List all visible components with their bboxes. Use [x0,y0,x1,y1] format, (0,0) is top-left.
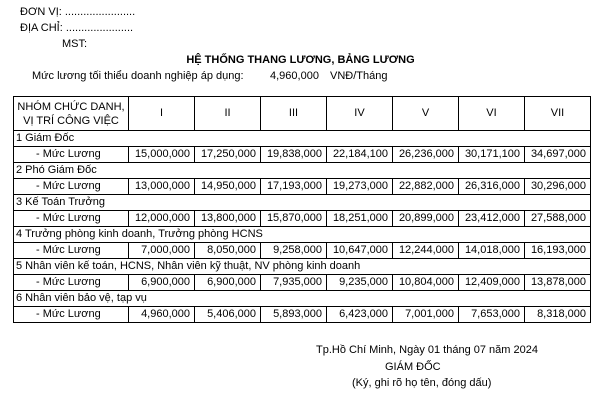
group-row [14,163,591,179]
salary-row-label: - Mức Lương [14,243,129,259]
salary-value-cell: 13,878,000 [525,275,591,291]
tax-code-line: MST: [62,38,88,50]
table-header-row [14,97,591,131]
minimum-wage-unit: VNĐ/Tháng [330,70,388,82]
salary-value-cell: 14,018,000 [459,243,525,259]
salary-value-cell: 30,296,000 [525,179,591,195]
salary-value-cell: 20,899,000 [393,211,459,227]
salary-row [14,275,591,291]
group-title: 6 Nhân viên bảo vệ, tạp vụ [14,291,591,307]
salary-row-label: - Mức Lương [14,307,129,323]
footer-location-date: Tp.Hồ Chí Minh, Ngày 01 tháng 07 năm 2024 [316,344,538,356]
address-line: ĐỊA CHỈ: ...................... [20,22,134,34]
salary-value-cell: 4,960,000 [129,307,195,323]
group-title: 4 Trưởng phòng kinh doanh, Trưởng phòng HCNS [14,227,591,243]
header-position-group-line2: VỊ TRÍ CÔNG VIỆC [23,114,119,127]
header-level-3: III [261,97,327,131]
header-position-group-line1: NHÓM CHỨC DANH, [17,100,125,113]
group-row [14,195,591,211]
page-title: HỆ THỐNG THANG LƯƠNG, BẢNG LƯƠNG [186,54,415,66]
salary-value-cell: 12,409,000 [459,275,525,291]
header-level-7: VII [525,97,591,131]
salary-value-cell: 17,193,000 [261,179,327,195]
salary-value-cell: 26,236,000 [393,147,459,163]
salary-value-cell: 9,258,000 [261,243,327,259]
salary-row [14,243,591,259]
minimum-wage-value: 4,960,000 [270,70,319,82]
salary-value-cell: 12,244,000 [393,243,459,259]
salary-value-cell: 22,882,000 [393,179,459,195]
header-level-4: IV [327,97,393,131]
salary-value-cell: 7,001,000 [393,307,459,323]
salary-value-cell: 10,647,000 [327,243,393,259]
group-row [14,131,591,147]
org-name-line: ĐƠN VỊ: ....................... [20,6,136,18]
group-title: 5 Nhân viên kế toán, HCNS, Nhân viên kỹ thuật, NV phòng kinh doanh [14,259,591,275]
salary-value-cell: 12,000,000 [129,211,195,227]
salary-value-cell: 27,588,000 [525,211,591,227]
table-body [14,131,591,323]
salary-row-label: - Mức Lương [14,147,129,163]
header-position-group [14,97,129,131]
salary-value-cell: 17,250,000 [195,147,261,163]
salary-value-cell: 9,235,000 [327,275,393,291]
footer-sign-note: (Ký, ghi rõ họ tên, đóng dấu) [352,377,492,389]
header-level-1: I [129,97,195,131]
group-row [14,291,591,307]
salary-value-cell: 6,423,000 [327,307,393,323]
group-row [14,259,591,275]
salary-value-cell: 5,406,000 [195,307,261,323]
salary-value-cell: 13,800,000 [195,211,261,227]
header-level-5: V [393,97,459,131]
salary-value-cell: 16,193,000 [525,243,591,259]
salary-value-cell: 10,804,000 [393,275,459,291]
group-title: 2 Phó Giám Đốc [14,163,591,179]
minimum-wage-label: Mức lương tối thiểu doanh nghiệp áp dụng: [32,70,244,82]
salary-value-cell: 30,171,100 [459,147,525,163]
salary-value-cell: 34,697,000 [525,147,591,163]
header-level-6: VI [459,97,525,131]
salary-value-cell: 5,893,000 [261,307,327,323]
group-title: 1 Giám Đốc [14,131,591,147]
salary-value-cell: 6,900,000 [195,275,261,291]
salary-value-cell: 15,870,000 [261,211,327,227]
salary-value-cell: 18,251,000 [327,211,393,227]
salary-value-cell: 6,900,000 [129,275,195,291]
salary-value-cell: 14,950,000 [195,179,261,195]
salary-value-cell: 23,412,000 [459,211,525,227]
salary-value-cell: 19,838,000 [261,147,327,163]
salary-row [14,179,591,195]
salary-row-label: - Mức Lương [14,179,129,195]
salary-value-cell: 13,000,000 [129,179,195,195]
salary-value-cell: 7,653,000 [459,307,525,323]
group-title: 3 Kế Toán Trưởng [14,195,591,211]
minimum-wage-line [32,70,388,82]
footer-signer-title: GIÁM ĐỐC [385,361,441,373]
salary-value-cell: 22,184,100 [327,147,393,163]
salary-row [14,211,591,227]
salary-row [14,307,591,323]
salary-scale-table [13,96,591,323]
group-row [14,227,591,243]
salary-value-cell: 19,273,000 [327,179,393,195]
salary-value-cell: 8,318,000 [525,307,591,323]
salary-value-cell: 8,050,000 [195,243,261,259]
salary-value-cell: 26,316,000 [459,179,525,195]
salary-row [14,147,591,163]
salary-row-label: - Mức Lương [14,211,129,227]
salary-value-cell: 7,935,000 [261,275,327,291]
salary-value-cell: 7,000,000 [129,243,195,259]
salary-value-cell: 15,000,000 [129,147,195,163]
salary-row-label: - Mức Lương [14,275,129,291]
header-level-2: II [195,97,261,131]
